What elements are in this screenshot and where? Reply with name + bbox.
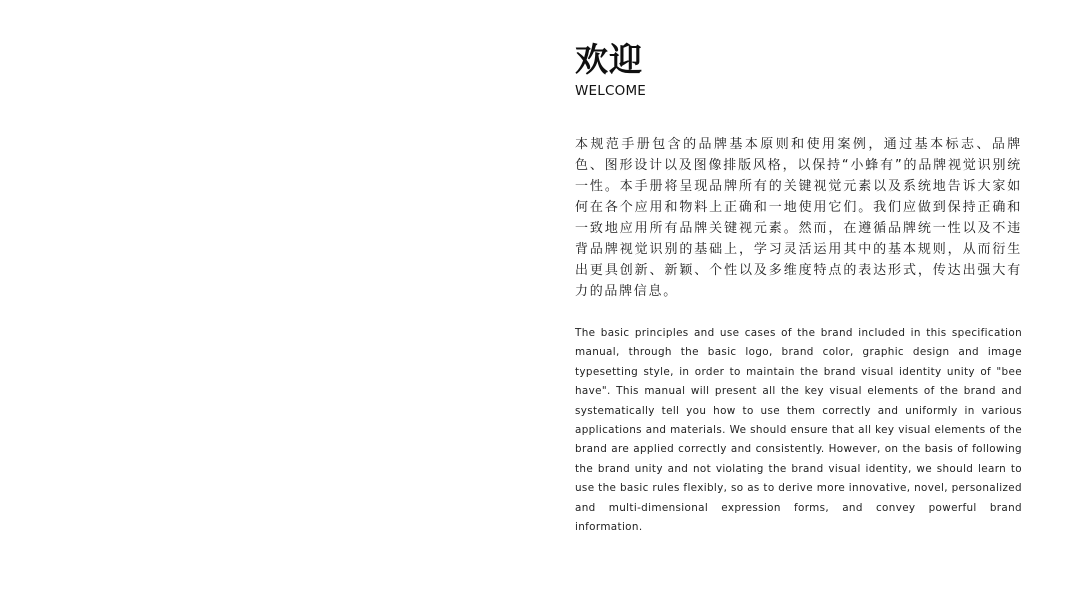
intro-paragraph-en: The basic principles and use cases of the brand included in this specification manual, through the basic logo, brand color, graphic design and image typesetting style, in order to maintain the brand visual identity unity of "bee have". This manual will present all the key visual elements of the brand and systematically tell you how to use them correctly and uniformly in various applications and materials. We should ensure that all key visual elements of the brand are applied correctly and consistently. However, on the basis of following the brand unity and not violating the brand visual identity, we should learn to use the basic rules flexibly, so as to derive more innovative, novel, personalized and multi-dimensional expression forms, and convey powerful brand information.: [575, 327, 1022, 534]
page-title-en: WELCOME: [575, 83, 647, 99]
page-title-zh: 欢迎: [575, 40, 643, 79]
welcome-section: [575, 38, 1022, 537]
intro-paragraph-zh: 本规范手册包含的品牌基本原则和使用案例，通过基本标志、品牌色、图形设计以及图像排版风格，以保持“小蜂有”的品牌视觉识别统一性。本手册将呈现品牌所有的关键视觉元素以及系统地告诉大家如何在各个应用和物料上正确和一地使用它们。我们应做到保持正确和一致地应用所有品牌关键视元素。然而，在遵循品牌统一性以及不违背品牌视觉识别的基础上，学习灵活运用其中的基本规则，从而衍生出更具创新、新颖、个性以及多维度特点的表达形式，传达出强大有力的品牌信息。: [575, 137, 1022, 299]
